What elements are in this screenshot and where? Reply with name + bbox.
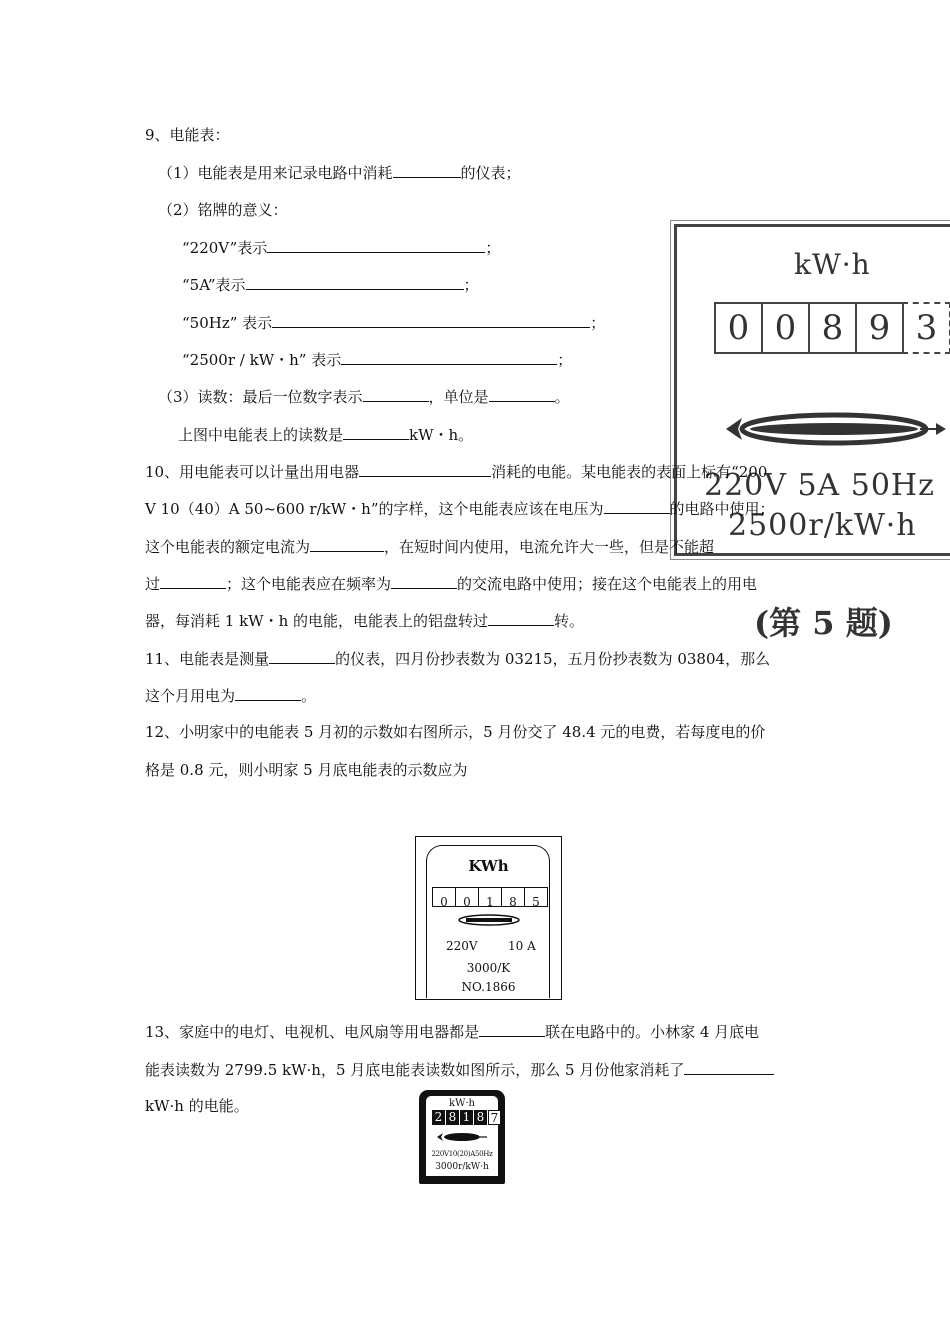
meter-digit: 5 [524, 887, 548, 907]
q13-text: 能表读数为 2799.5 kW·h，5 月底电能表读数如图所示，那么 5 月份他家消耗了 [145, 1061, 685, 1079]
q9-part3-text2: ，单位是 [428, 388, 489, 406]
q9-50hz [182, 312, 605, 333]
q10-text: 过 [145, 575, 161, 593]
q11-text: 11、电能表是测量 [145, 650, 270, 668]
answer-blank[interactable] [363, 386, 429, 402]
answer-blank[interactable] [341, 349, 557, 365]
q9-220v-end: ； [485, 239, 501, 257]
meter-disc-icon [724, 406, 950, 452]
meter-spec-rating: 220V 5A 50Hz [704, 468, 935, 503]
q9-part3 [158, 386, 570, 407]
answer-blank[interactable] [684, 1059, 774, 1075]
meter-digit: 8 [808, 302, 857, 354]
q9-part3-text: （3）读数：最后一位数字表示 [158, 388, 363, 406]
meter-digit-row [432, 887, 547, 907]
q9-50hz-end: ； [590, 314, 606, 332]
q10-text: 的电路中使用； [669, 500, 775, 518]
meter-digit: 0 [761, 302, 810, 354]
q12-line2: 格是 0.8 元，则小明家 5 月底电能表的示数应为 [145, 761, 468, 779]
meter-spec-revolutions: 2500r/kW·h [728, 508, 917, 543]
meter-digit-row [432, 1110, 502, 1125]
q13-line1 [145, 1021, 759, 1042]
meter-current: 10 A [508, 939, 536, 953]
q9-50hz-text: “50Hz” 表示 [182, 314, 273, 332]
q10-text: ，在短时间内使用，电流允许大一些，但是不能超 [384, 538, 715, 556]
answer-blank[interactable] [246, 274, 464, 290]
q9-part3-end: 。 [554, 388, 570, 406]
meter-unit-label: kW·h [449, 1098, 475, 1109]
q11-text: 。 [301, 687, 317, 705]
meter-unit-label: KWh [468, 857, 509, 875]
q9-5a-text: “5A”表示 [182, 276, 246, 294]
meter-digit: 0 [714, 302, 763, 354]
q10-line5 [145, 610, 584, 631]
q10-line1 [145, 461, 767, 482]
meter-digit-decimal: 7 [488, 1110, 501, 1125]
q13-line3: kW·h 的电能。 [145, 1097, 249, 1115]
meter-voltage: 220V [446, 939, 478, 953]
q9-220v [182, 237, 500, 258]
meter-digit: 8 [501, 887, 525, 907]
meter-revolutions: 3000/K [466, 961, 511, 975]
meter-unit-label: kW·h [794, 248, 871, 281]
q10-text: ；这个电能表应在频率为 [226, 575, 392, 593]
answer-blank[interactable] [343, 424, 409, 440]
q13-text: 联在电路中的。小林家 4 月底电 [545, 1023, 760, 1041]
answer-blank[interactable] [391, 573, 457, 589]
meter-digit: 0 [432, 887, 456, 907]
q11-line1 [145, 648, 770, 669]
answer-blank[interactable] [272, 312, 590, 328]
meter-digit: 8 [446, 1110, 459, 1125]
q10-line4 [145, 573, 757, 594]
figure-caption: (第 5 题) [754, 604, 893, 642]
meter-disc-icon [456, 913, 522, 927]
q9-part4-end: kW・h。 [409, 426, 474, 444]
q9-part1 [158, 162, 521, 183]
answer-blank[interactable] [269, 648, 335, 664]
answer-blank[interactable] [479, 1021, 545, 1037]
meter-digit: 9 [855, 302, 904, 354]
meter-digit: 0 [455, 887, 479, 907]
meter-digit: 2 [432, 1110, 445, 1125]
q10-line2 [145, 498, 775, 519]
q9-part1-text: （1）电能表是用来记录电路中消耗 [158, 164, 393, 182]
q9-part4 [178, 424, 473, 445]
q9-5a-end: ； [463, 276, 479, 294]
meter-digit-row [714, 302, 949, 354]
q9-2500r [182, 349, 572, 370]
q10-text: V 10（40）A 50~600 r/kW・h”的字样，这个电能表应该在电压为 [145, 500, 604, 518]
meter-figure-q12 [415, 836, 562, 1000]
q9-2500r-end: ； [557, 351, 573, 369]
meter-serial: NO.1866 [461, 980, 516, 992]
q10-text: 10、用电能表可以计量出用电器 [145, 463, 360, 481]
q9-220v-text: “220V”表示 [182, 239, 268, 257]
q9-title: 9、电能表： [145, 126, 230, 144]
answer-blank[interactable] [604, 498, 670, 514]
answer-blank[interactable] [267, 237, 485, 253]
q9-part4-text: 上图中电能表上的读数是 [178, 426, 344, 444]
q10-text: 器，每消耗 1 kW・h 的电能，电能表上的铝盘转过 [145, 612, 489, 630]
meter-digit: 1 [460, 1110, 473, 1125]
q10-text: 这个电能表的额定电流为 [145, 538, 311, 556]
q11-text: 的仪表，四月份抄表数为 03215，五月份抄表数为 03804，那么 [335, 650, 771, 668]
meter-spec-revolutions: 3000r/kW·h [435, 1162, 489, 1172]
meter-digit: 8 [474, 1110, 487, 1125]
meter-figure-q13 [419, 1090, 505, 1184]
answer-blank[interactable] [310, 536, 384, 552]
q10-text: 转。 [554, 612, 585, 630]
meter-disc-icon [436, 1131, 488, 1143]
q10-line3 [145, 536, 714, 557]
meter-digit-decimal: 3 [902, 302, 950, 354]
meter-face [426, 1096, 498, 1176]
answer-blank[interactable] [235, 685, 301, 701]
meter-digit: 1 [478, 887, 502, 907]
answer-blank[interactable] [359, 461, 491, 477]
q9-part1-text-end: 的仪表； [460, 164, 521, 182]
q9-5a [182, 274, 479, 295]
q9-part2: （2）铭牌的意义： [158, 201, 288, 219]
meter-spec-rating: 220V10(20)A50Hz [431, 1150, 493, 1158]
answer-blank[interactable] [488, 610, 554, 626]
answer-blank[interactable] [489, 386, 555, 402]
q10-text: 消耗的电能。某电能表的表面上标有“200 [491, 463, 768, 481]
answer-blank[interactable] [160, 573, 226, 589]
q9-2500r-text: “2500r / kW・h” 表示 [182, 351, 342, 369]
answer-blank[interactable] [393, 162, 461, 178]
q11-line2 [145, 685, 316, 706]
q12-line1: 12、小明家中的电能表 5 月初的示数如右图所示，5 月份交了 48.4 元的电费，若每度电的价 [145, 723, 766, 741]
q10-text: 的交流电路中使用；接在这个电能表上的用电 [457, 575, 758, 593]
q13-line2 [145, 1059, 774, 1080]
q13-text: 13、家庭中的电灯、电视机、电风扇等用电器都是 [145, 1023, 480, 1041]
q11-text: 这个月用电为 [145, 687, 236, 705]
